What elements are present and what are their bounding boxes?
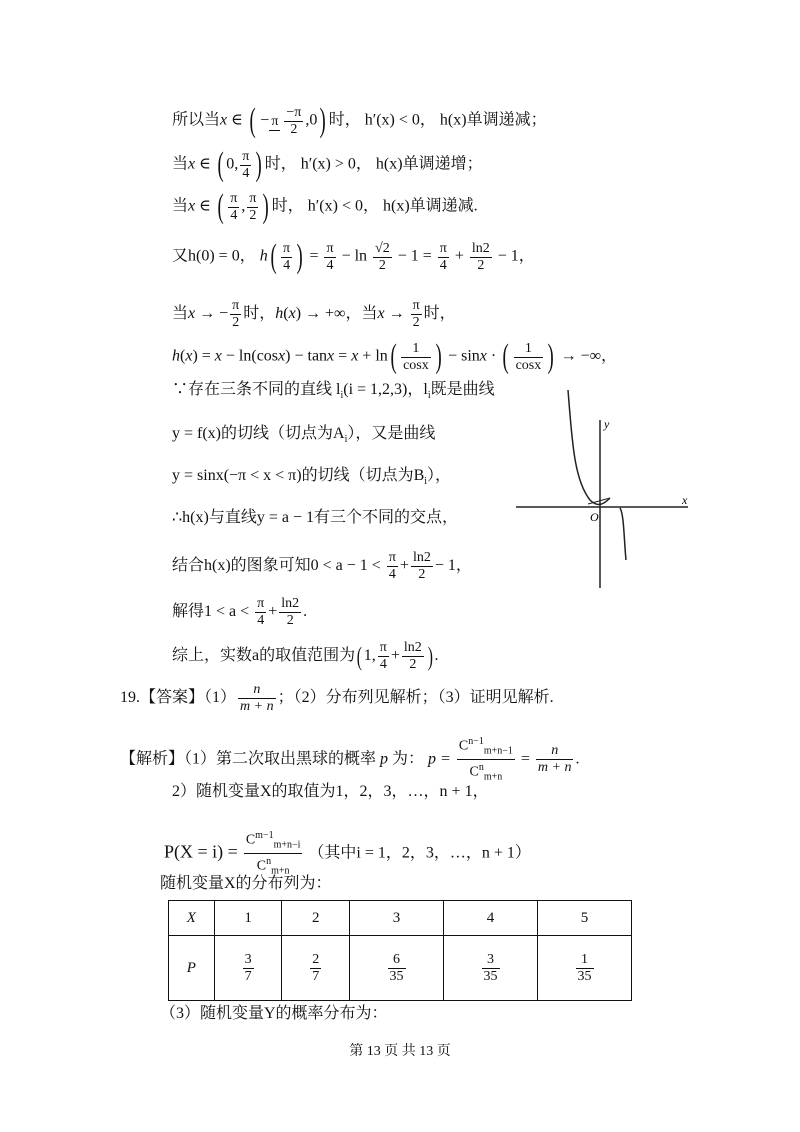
table-cell: X	[169, 901, 215, 936]
pi-over-4: $\frac{\pi}{4}$	[242, 148, 250, 181]
derivative-sign: h′(x) < 0	[307, 197, 363, 215]
y-axis-label: y	[604, 417, 610, 431]
line-range: 综上，实数a的取值范围为( 1, $\frac{\pi}{4}$ + $\frac{\ln 2}{2}$ ) .	[172, 640, 439, 672]
line-increasing: 当x ∈ ( 0, $\frac{\pi}{4}$ ) 时， h′(x) > 0， h(x)单调递增；	[172, 146, 483, 183]
line-decreasing-2: 当x ∈ ( $\frac{\pi}{4}$ , $\frac{\pi}{2}$ ) 时， h′(x) < 0， h(x)单调递减.	[172, 188, 478, 225]
table-cell: $\frac{2}{7}$	[282, 936, 350, 1001]
answer-label: 19.【答案】	[120, 689, 205, 707]
table-cell: 2	[282, 901, 350, 936]
table-prob-row	[169, 936, 632, 1001]
table-cell: $\frac{3}{7}$	[214, 936, 282, 1001]
table-header-row	[169, 901, 632, 936]
page-footer: 第 13 页 共 13 页	[349, 1044, 451, 1059]
table-cell: 5	[538, 901, 632, 936]
q19-pxi: P(X = i) = $\frac{C^{m-1}_{m+n-i}}{C^n_{m+n}}$ （其中i = 1，2，3，…，n + 1）	[164, 828, 531, 880]
h-zero: h(0) = 0	[188, 247, 240, 265]
table-cell: 4	[444, 901, 538, 936]
monotonic-text: h(x)单调递减；	[439, 111, 547, 129]
distribution-table	[168, 900, 632, 1001]
monotonic-text: h(x)单调递增；	[375, 155, 483, 173]
derivative-sign: h′(x) > 0	[300, 155, 356, 173]
table-cell: $\frac{1}{35}$	[538, 936, 632, 1001]
text: 所以当	[172, 111, 221, 129]
curve-branch-right	[620, 508, 626, 560]
line-decreasing-1: 所以当x ∈ ( − π $\frac{-\pi}{2}$ ,0) 时， h′(x) < 0， h(x)单调递减；	[172, 102, 547, 139]
q19-answer: 19.【答案】（1） $\frac{n}{m + n}$ ；（2）分布列见解析；（3）证明见解析.	[120, 682, 554, 714]
q19-analysis-1: 【解析】（1）第二次取出黑球的概率 p 为： p = $\frac{C^{n-1}_{m+n-1}}{C^n_{m+n}}$ = $\frac{n}{m + n}$ .	[120, 734, 579, 786]
table-cell: P	[169, 936, 215, 1001]
fraction: − π	[260, 112, 279, 129]
line-intersections: ∴h(x)与直线y = a − 1有三个不同的交点，	[172, 509, 458, 526]
origin-label: O	[590, 510, 599, 524]
analysis-label: 【解析】	[120, 750, 185, 768]
distribution-title: 随机变量X的分布列为：	[160, 875, 332, 892]
pi-over-4: $\frac{\pi}{4}$	[230, 190, 238, 223]
function-graph	[512, 380, 712, 590]
line-h-expression: h(x) = x − ln(cosx) − tanx = x + ln( $\frac{1}{\cos x}$ ) − sinx · ( $\frac{1}{\cos x}$ ) → −∞，	[172, 338, 617, 375]
table-cell: 1	[214, 901, 282, 936]
pxi-fraction: $\frac{C^{m-1}_{m+n-i}}{C^n_{m+n}}$	[245, 830, 301, 877]
q19-analysis-3: （3）随机变量Y的概率分布为：	[160, 1005, 388, 1022]
neg-pi-over-2: $\frac{-\pi}{2}$	[286, 104, 302, 137]
line-h-values: 又h(0) = 0， h( $\frac{\pi}{4}$ ) = $\frac{\pi}{4}$ − ln $\frac{√2}{2}$ − 1 = $\frac{\pi}{4}$ + $\frac{\ln 2}{2}$ − 1，	[172, 238, 535, 275]
x-axis-label: x	[682, 493, 688, 507]
line-limits: 当x → − $\frac{\pi}{2}$ 时，h(x) → +∞，当x → $\frac{\pi}{2}$ 时，	[172, 298, 456, 330]
line-inequality: 结合h(x)的图象可知0 < a − 1 < $\frac{\pi}{4}$ + $\frac{\ln 2}{2}$ − 1，	[172, 550, 472, 582]
q19-analysis-2: 2）随机变量X的取值为1，2，3，…，n + 1，	[172, 783, 489, 800]
line-tangent-f: y = f(x)的切线（切点为$A_i$），又是曲线	[172, 425, 436, 446]
table-cell: $\frac{6}{35}$	[350, 936, 444, 1001]
line-tangent-sin: y = sinx(−π < x < π)的切线（切点为$B_i$），	[172, 467, 452, 488]
line-solve: 解得1 < a < $\frac{\pi}{4}$ + $\frac{\ln 2}{2}$ .	[172, 596, 308, 628]
curve-branch-left	[568, 390, 610, 504]
line-three-lines: ∵存在三条不同的直线 $l_i(i = 1,2,3)$，$l_i$既是曲线	[172, 381, 495, 402]
pi-over-2: $\frac{\pi}{2}$	[249, 190, 257, 223]
combination-fraction: $\frac{C^{n-1}_{m+n-1}}{C^n_{m+n}}$	[458, 736, 513, 783]
table-cell: 3	[350, 901, 444, 936]
derivative-sign: h′(x) < 0	[364, 111, 420, 129]
table-cell: $\frac{3}{35}$	[444, 936, 538, 1001]
monotonic-text: h(x)单调递减.	[383, 197, 478, 215]
